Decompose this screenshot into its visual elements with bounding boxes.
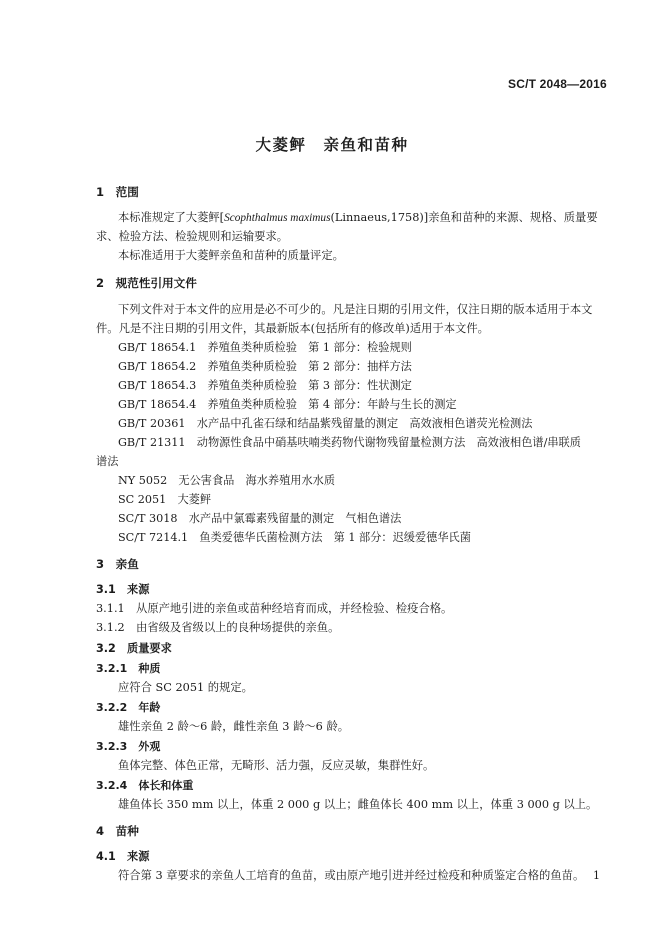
clause-3-2-1-heading: 3.2.1 种质 [96, 662, 161, 675]
section-2-intro-line-1: 下列文件对于本文件的应用是必不可少的。凡是注日期的引用文件，仅注日期的版本适用于本文 [118, 303, 593, 316]
clause-4-1-text: 符合第 3 章要求的亲鱼人工培育的鱼苗，或由原产地引进并经过检疫和种质鉴定合格的鱼苗。 [118, 869, 585, 882]
clause-3-2-3-heading: 3.2.3 外观 [96, 740, 161, 753]
reference-item: SC/T 7214.1 鱼类爱德华氏菌检测方法 第 1 部分：迟缓爱德华氏菌 [118, 531, 471, 544]
reference-item: GB/T 18654.3 养殖鱼类种质检验 第 3 部分：性状测定 [118, 379, 412, 392]
section-1-paragraph-1-line-2: 求、检验方法、检验规则和运输要求。 [96, 230, 289, 243]
section-2-intro-line-2: 件。凡是不注日期的引用文件，其最新版本(包括所有的修改单)适用于本文件。 [96, 322, 489, 335]
reference-item-continuation: 谱法 [96, 455, 119, 468]
clause-3-2-1-text: 应符合 SC 2051 的规定。 [118, 681, 253, 694]
reference-item: SC 2051 大菱鲆 [118, 493, 212, 506]
reference-item: SC/T 3018 水产品中氯霉素残留量的测定 气相色谱法 [118, 512, 402, 525]
page-number: 1 [593, 869, 600, 882]
clause-4-1-heading: 4.1 来源 [96, 850, 150, 863]
document-title: 大菱鲆 亲鱼和苗种 [255, 136, 409, 154]
section-2-heading: 2 规范性引用文件 [96, 276, 197, 290]
reference-item: GB/T 18654.2 养殖鱼类种质检验 第 2 部分：抽样方法 [118, 360, 412, 373]
section-1-paragraph-1-line-1: 本标准规定了大菱鲆[Scophthalmus maximus(Linnaeus,1758)]亲鱼和苗种的来源、规格、质量要 [118, 211, 598, 224]
section-1-paragraph-2: 本标准适用于大菱鲆亲鱼和苗种的质量评定。 [118, 249, 344, 262]
clause-3-2-3-text: 鱼体完整、体色正常，无畸形、活力强，反应灵敏，集群性好。 [118, 759, 435, 772]
clause-3-1-heading: 3.1 来源 [96, 583, 150, 596]
reference-item: GB/T 18654.4 养殖鱼类种质检验 第 4 部分：年龄与生长的测定 [118, 398, 457, 411]
reference-item: GB/T 20361 水产品中孔雀石绿和结晶紫残留量的测定 高效液相色谱荧光检测法 [118, 417, 533, 430]
section-1-heading: 1 范围 [96, 185, 139, 199]
clause-3-1-1: 3.1.1 从原产地引进的亲鱼或苗种经培育而成，并经检验、检疫合格。 [96, 602, 453, 615]
reference-item: GB/T 21311 动物源性食品中硝基呋喃类药物代谢物残留量检测方法 高效液相色谱/串联质 [118, 436, 581, 449]
clause-3-2-4-heading: 3.2.4 体长和体重 [96, 779, 194, 792]
section-3-heading: 3 亲鱼 [96, 557, 139, 571]
reference-item: GB/T 18654.1 养殖鱼类种质检验 第 1 部分：检验规则 [118, 341, 412, 354]
clause-3-2-heading: 3.2 质量要求 [96, 642, 172, 655]
latin-species-name: Scophthalmus maximus [224, 212, 331, 224]
clause-3-2-4-text: 雄鱼体长 350 mm 以上，体重 2 000 g 以上；雌鱼体长 400 mm 以上，体重 3 000 g 以上。 [118, 798, 598, 811]
standard-code: SC/T 2048—2016 [508, 77, 607, 91]
clause-3-1-2: 3.1.2 由省级及省级以上的良种场提供的亲鱼。 [96, 621, 340, 634]
clause-3-2-2-text: 雄性亲鱼 2 龄～6 龄，雌性亲鱼 3 龄～6 龄。 [118, 720, 350, 733]
section-4-heading: 4 苗种 [96, 824, 139, 838]
clause-3-2-2-heading: 3.2.2 年龄 [96, 701, 161, 714]
reference-item: NY 5052 无公害食品 海水养殖用水水质 [118, 474, 336, 487]
